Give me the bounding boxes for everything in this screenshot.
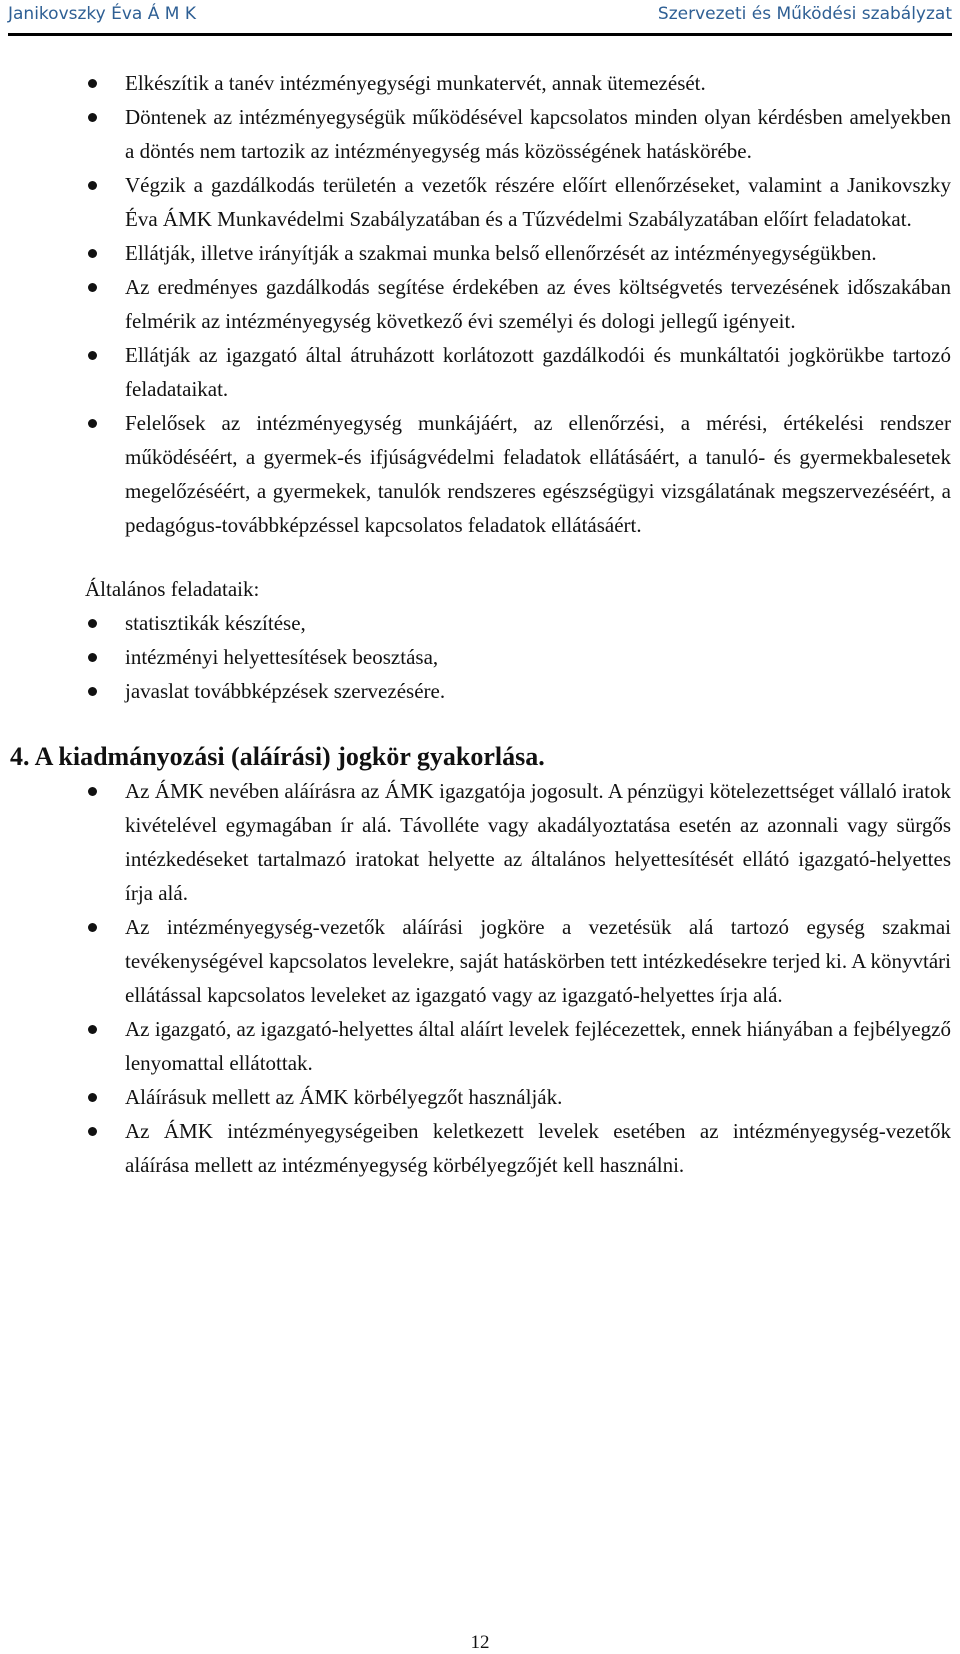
- list-item: Az igazgató, az igazgató-helyettes által aláírt levelek fejlécezettek, ennek hiányában a fejbélyegző lenyomattal ellátottak.: [85, 1012, 951, 1080]
- list-item: javaslat továbbképzések szervezésére.: [85, 674, 951, 708]
- page-number: 12: [470, 1632, 490, 1653]
- list-item: Döntenek az intézményegységük működésével kapcsolatos minden olyan kérdésben amelyekben a döntés nem tartozik az intézményegység más közösségének hatáskörébe.: [85, 100, 951, 168]
- list-item: Végzik a gazdálkodás területén a vezetők részére előírt ellenőrzéseket, valamint a Janikovszky Éva ÁMK Munkavédelmi Szabályzatában és a Tűzvédelmi Szabályzatában előírt feladatokat.: [85, 168, 951, 236]
- header-left-title: Janikovszky Éva Á M K: [8, 4, 196, 24]
- section-heading: 4. A kiadmányozási (aláírási) jogkör gyakorlása.: [10, 742, 545, 771]
- tasks-list: [85, 66, 951, 542]
- signing-rules-list: [85, 774, 951, 1182]
- header-divider: [8, 33, 952, 36]
- header-right-title: Szervezeti és Működési szabályzat: [657, 4, 952, 24]
- list-item: Aláírásuk mellett az ÁMK körbélyegzőt használják.: [85, 1080, 951, 1114]
- list-item: Ellátják az igazgató által átruházott korlátozott gazdálkodói és munkáltatói jogkörükbe tartozó feladataikat.: [85, 338, 951, 406]
- list-item: Az ÁMK nevében aláírásra az ÁMK igazgatója jogosult. A pénzügyi kötelezettséget vállaló iratok kivételével egymagában ír alá. Távolléte vagy akadályoztatása esetén az azonnali vagy sürgős intézkedéseket tartalmazó iratokat helyette az általános helyettesítését ellátó igazgató-helyettes írja alá.: [85, 774, 951, 910]
- page-body: [10, 66, 951, 1182]
- general-tasks-list: [85, 606, 951, 708]
- list-item: Felelősek az intézményegység munkájáért, az ellenőrzési, a mérési, értékelési rendszer működéséért, a gyermek-és ifjúságvédelmi feladatok ellátásáért, a tanuló- és gyermekbalesetek megelőzéséért, a gyermekek, tanulók rendszeres egészségügyi vizsgálatának megszervezéséért, a pedagógus-továbbképzéssel kapcsolatos feladatok ellátásáért.: [85, 406, 951, 542]
- list-item: statisztikák készítése,: [85, 606, 951, 640]
- list-item: Az eredményes gazdálkodás segítése érdekében az éves költségvetés tervezésének időszakában felmérik az intézményegység következő évi személyi és dologi jellegű igényeit.: [85, 270, 951, 338]
- list-item: Ellátják, illetve irányítják a szakmai munka belső ellenőrzését az intézményegységükben.: [85, 236, 951, 270]
- page-header: [8, 0, 952, 32]
- list-item: Az ÁMK intézményegységeiben keletkezett levelek esetében az intézményegység-vezetők aláírása mellett az intézményegység körbélyegzőjét kell használni.: [85, 1114, 951, 1182]
- list-item: Elkészítik a tanév intézményegységi munkatervét, annak ütemezését.: [85, 66, 951, 100]
- list-item: Az intézményegység-vezetők aláírási jogköre a vezetésük alá tartozó egység szakmai tevékenységével kapcsolatos levelekre, saját hatáskörben tett intézkedésekre terjed ki. A könyvtári ellátással kapcsolatos leveleket az igazgató vagy az igazgató-helyettes írja alá.: [85, 910, 951, 1012]
- general-tasks-heading: Általános feladataik:: [85, 577, 260, 601]
- list-item: intézményi helyettesítések beosztása,: [85, 640, 951, 674]
